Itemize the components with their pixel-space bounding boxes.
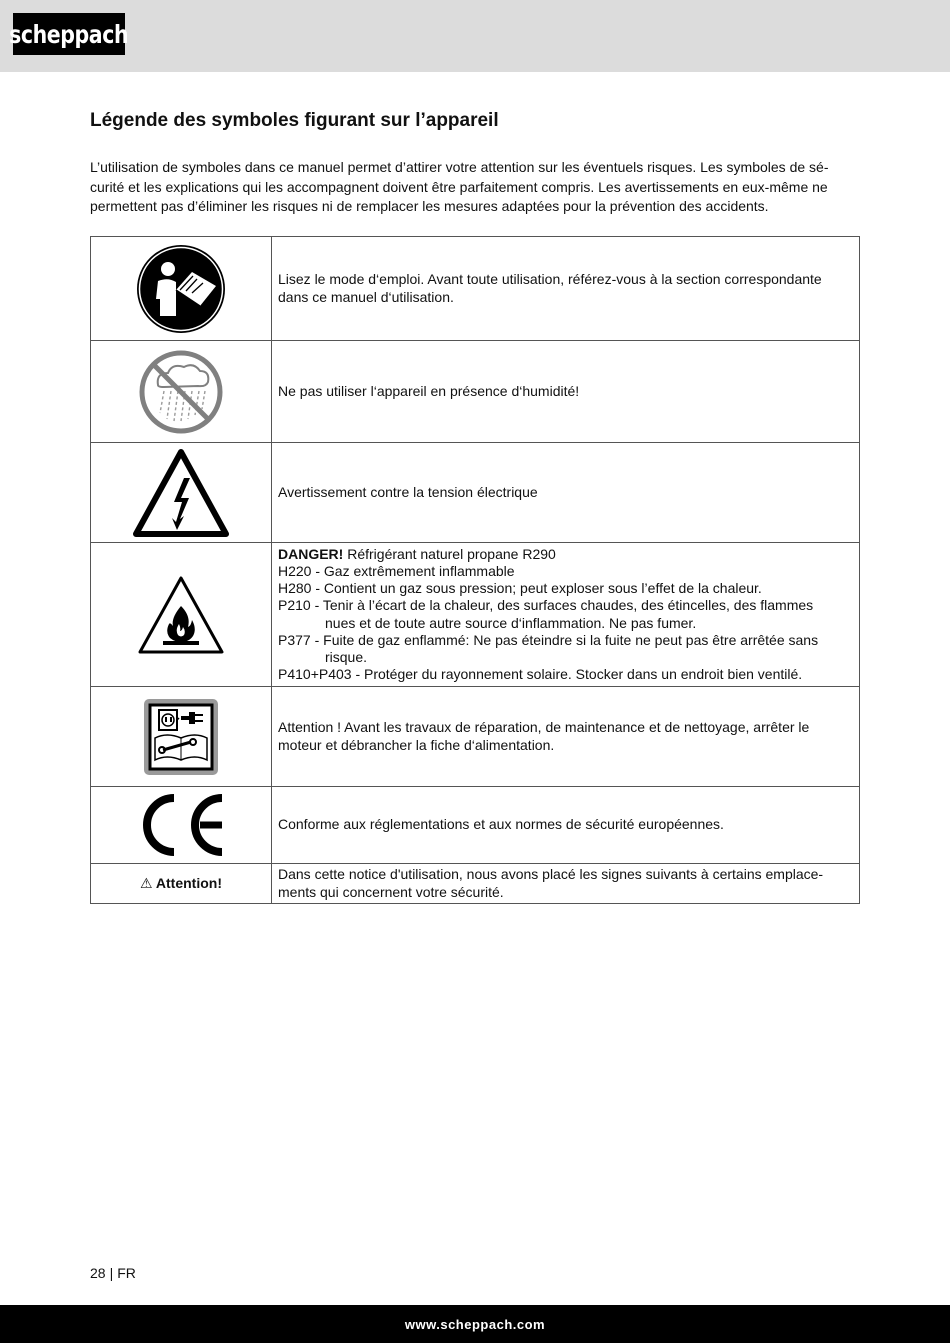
ce-mark-icon bbox=[134, 791, 228, 859]
description-cell: Dans cette notice d'utilisation, nous avons placé les signes suivants à certains emplace-ments qui concernent votre sécurité. bbox=[272, 864, 860, 904]
description-cell: Conforme aux réglementations et aux normes de sécurité européennes. bbox=[272, 787, 860, 864]
description-cell: Attention ! Avant les travaux de réparation, de maintenance et de nettoyage, arrêter le moteur et débrancher la fiche d‘alimentation. bbox=[272, 687, 860, 787]
symbol-cell bbox=[91, 543, 272, 687]
table-row bbox=[91, 543, 860, 687]
page-number: 28 | FR bbox=[90, 1265, 136, 1281]
high-voltage-warning-icon bbox=[132, 448, 230, 538]
table-row bbox=[91, 341, 860, 443]
hazard-statement-h280: H280 - Contient un gaz sous pression; peut exploser sous l’effet de la chaleur. bbox=[278, 580, 762, 597]
danger-label: DANGER! bbox=[278, 545, 344, 562]
symbol-cell bbox=[91, 787, 272, 864]
symbol-cell bbox=[91, 864, 272, 904]
symbol-cell bbox=[91, 237, 272, 341]
description-cell: Lisez le mode d‘emploi. Avant toute utilisation, référez-vous à la section correspondante dans ce manuel d‘utilisation. bbox=[272, 237, 860, 341]
scheppach-logo: scheppach bbox=[13, 13, 125, 55]
unplug-before-maintenance-icon bbox=[143, 698, 219, 776]
hazard-statement-h220: H220 - Gaz extrêmement inflammable bbox=[278, 562, 515, 579]
read-manual-icon bbox=[136, 244, 226, 334]
precaution-p377: P377 - Fuite de gaz enflammé: Ne pas éteindre si la fuite ne peut pas être arrêtée sans risque. bbox=[278, 631, 819, 665]
table-row bbox=[91, 787, 860, 864]
header-band bbox=[0, 0, 950, 72]
danger-line: DANGER! Réfrigérant naturel propane R290 bbox=[278, 545, 556, 562]
table-row bbox=[91, 237, 860, 341]
website-url: www.scheppach.com bbox=[404, 1316, 546, 1332]
flammable-warning-icon bbox=[137, 574, 225, 656]
footer-band bbox=[0, 1305, 950, 1343]
description-cell bbox=[272, 543, 860, 687]
symbol-cell bbox=[91, 443, 272, 543]
intro-paragraph: L’utilisation de symboles dans ce manuel permet d’attirer votre attention sur les éventuels risques. Les symboles de sé-curité et les explications qui les accompagnent doivent être parfaitement compris. Les avertissements en eux-même ne permettent pas d’éliminer les risques ni de remplacer les mesures adaptées pour la prévention des accidents. bbox=[90, 159, 829, 214]
symbol-legend-table bbox=[90, 236, 860, 904]
table-row bbox=[91, 864, 860, 904]
table-row bbox=[91, 687, 860, 787]
symbol-cell bbox=[91, 687, 272, 787]
description-cell: Avertissement contre la tension électrique bbox=[272, 443, 860, 543]
description-cell: Ne pas utiliser l‘appareil en présence d‘humidité! bbox=[272, 341, 860, 443]
page-title: Légende des symboles figurant sur l’appareil bbox=[90, 110, 499, 131]
precaution-p210: P210 - Tenir à l’écart de la chaleur, des surfaces chaudes, des étincelles, des flammes nues et de toute autre source d‘inflammation. Ne pas fumer. bbox=[278, 597, 814, 631]
no-rain-icon bbox=[138, 349, 224, 435]
symbol-cell bbox=[91, 341, 272, 443]
attention-label: ⚠ Attention! bbox=[139, 874, 222, 891]
table-row bbox=[91, 443, 860, 543]
precaution-p410-p403: P410+P403 - Protéger du rayonnement solaire. Stocker dans un endroit bien ventilé. bbox=[278, 666, 803, 683]
